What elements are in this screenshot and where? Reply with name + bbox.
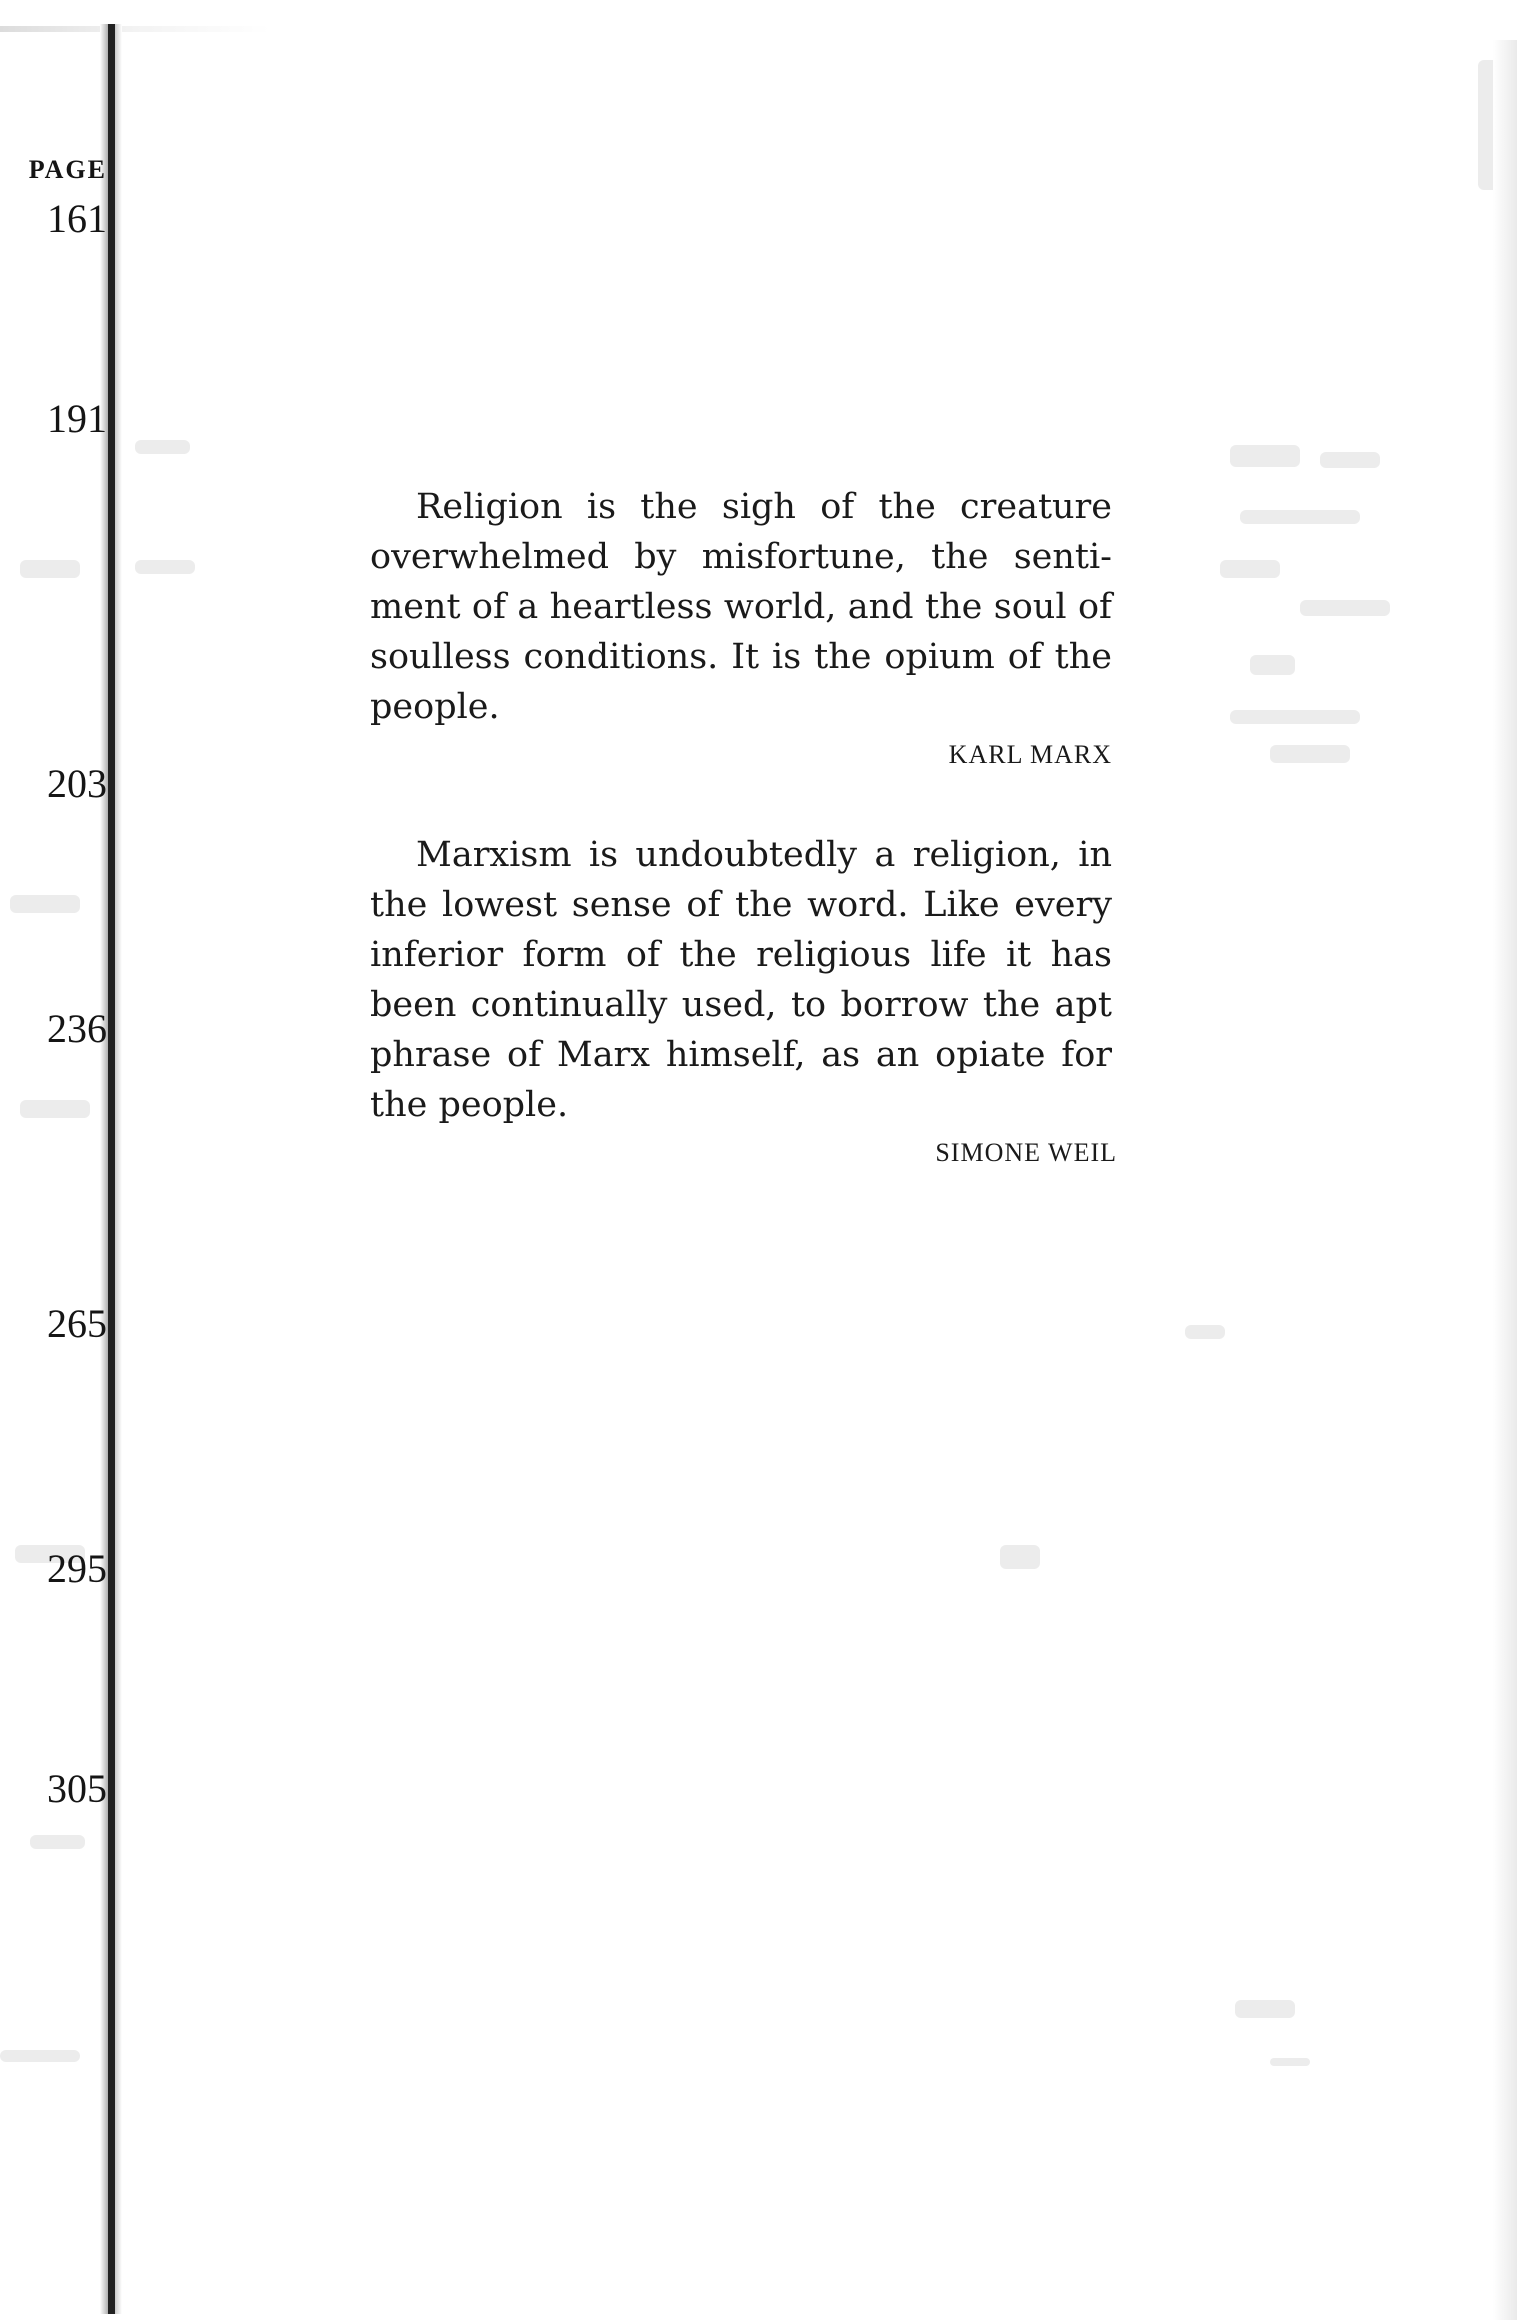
margin-top-rule xyxy=(0,26,270,32)
page-number-236: 236 xyxy=(47,1006,107,1051)
page-number-161: 161 xyxy=(47,196,107,241)
quote-text: Marxism is undoubtedly a religion, in the lowest sense of the word. Like every inferior form of the religious life it has been continually used, to borrow the apt phrase of Marx himself, as an opiate for the people. xyxy=(370,835,1112,1125)
page-number-191: 191 xyxy=(47,396,107,441)
quote-author-marx: KARL MARX xyxy=(948,740,1112,769)
page-label: PAGE xyxy=(28,155,107,184)
right-page-edge xyxy=(1493,40,1517,2320)
page-number-295: 295 xyxy=(47,1546,107,1591)
quote-author-weil: SIMONE WEIL xyxy=(935,1138,1117,1167)
quote-text: Religion is the sigh of the creature overwhelmed by misfortune, the senti-ment of a heartless world, and the soul of soulless conditions. It is the opium of the people. xyxy=(370,487,1112,727)
epigraph-quote-weil xyxy=(370,830,1112,1130)
epigraph-quote-marx xyxy=(370,482,1112,732)
page-number-203: 203 xyxy=(47,761,107,806)
page-number-265: 265 xyxy=(47,1301,107,1346)
binding-spine xyxy=(108,24,115,2314)
page-number-305: 305 xyxy=(47,1766,107,1811)
